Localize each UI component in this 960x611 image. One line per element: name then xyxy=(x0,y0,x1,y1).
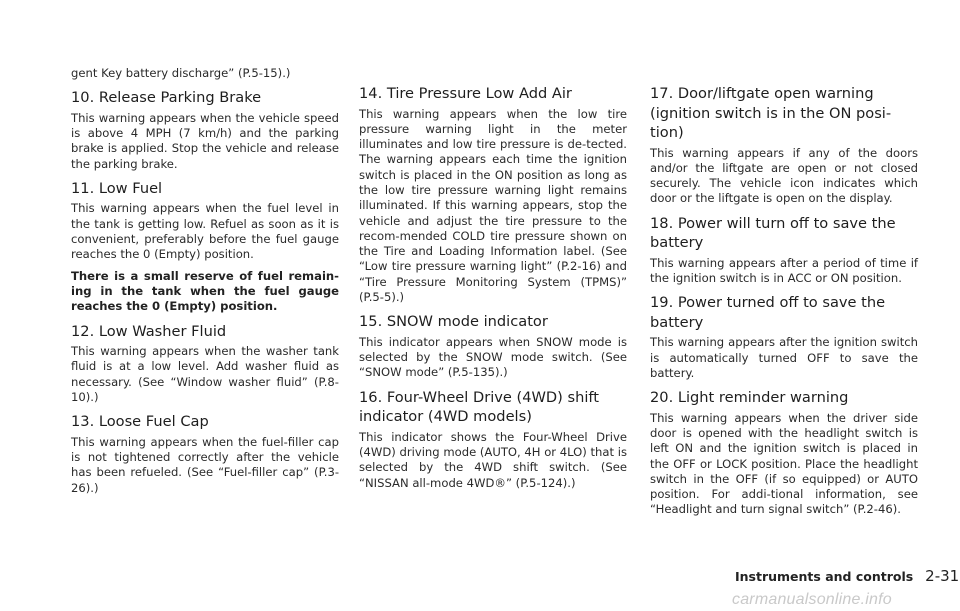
body-door-open: This warning appears if any of the doors and/or the liftgate are open or not closed securely. The vehicle icon indicates which door or the liftgate is open on the display. xyxy=(650,145,918,206)
heading-power-turned-off: 19. Power turned off to save the battery xyxy=(650,294,886,331)
body-tire-pressure: This warning appears when the low tire pressure warning light in the meter illuminates and low tire pressure is de-tected. The warning appears each time the ignition switch is placed in the ON position as long as the low tire pressure warning light remains illuminated. If this warning appears, stop the vehicle and adjust the tire pressure to the recom-mended COLD tire pressure shown on the Tire and Loading Information label. (See “Low tire pressure warning light” (P.2-16) and “Tire Pressure Monitoring System (TPMS)” (P.5-5).) xyxy=(359,106,627,305)
continued-text: gent Key battery discharge” (P.5-15).) xyxy=(71,66,291,80)
column-left xyxy=(71,66,339,502)
column-right xyxy=(650,84,918,524)
body-power-turned-off: This warning appears after the ignition switch is automatically turned OFF to save the battery. xyxy=(650,335,918,380)
heading-light-reminder: 20. Light reminder warning xyxy=(650,389,849,407)
page-number: 2-31 xyxy=(925,567,960,585)
body-loose-fuel-cap: This warning appears when the fuel-filler cap is not tightened correctly after the vehicle has been refueled. (See “Fuel-filler cap” (P.3-26).) xyxy=(71,434,339,495)
heading-power-will-turn-off: 18. Power will turn off to save the battery xyxy=(650,214,896,252)
heading-door-open: 17. Door/liftgate open warning (ignition switch is in the ON posi-tion) xyxy=(650,85,892,141)
watermark: carmanualsonline.info xyxy=(732,591,892,608)
note-low-fuel: There is a small reserve of fuel remain-ing in the tank when the fuel gauge reaches the 0 (Empty) position. xyxy=(71,268,339,314)
heading-low-fuel: 11. Low Fuel xyxy=(71,179,163,197)
body-low-washer-fluid: This warning appears when the washer tank fluid is at a low level. Add washer fluid as necessary. (See “Window washer fluid” (P.8-10).) xyxy=(71,344,339,404)
body-4wd-shift: This indicator shows the Four-Wheel Drive (4WD) driving mode (AUTO, 4H or 4LO) that is selected by the 4WD shift switch. (See “NISSAN all-mode 4WD®” (P.5-124).) xyxy=(359,429,627,490)
heading-snow-mode: 15. SNOW mode indicator xyxy=(359,313,548,331)
heading-tire-pressure: 14. Tire Pressure Low Add Air xyxy=(359,85,572,102)
body-low-fuel: This warning appears when the fuel level in the tank is getting low. Refuel as soon as it is convenient, preferably before the fuel gauge reaches the 0 (Empty) position. xyxy=(71,201,339,262)
page-footer xyxy=(735,567,959,585)
heading-loose-fuel-cap: 13. Loose Fuel Cap xyxy=(71,413,209,431)
column-middle xyxy=(359,84,627,497)
heading-release-parking-brake: 10. Release Parking Brake xyxy=(71,89,262,107)
heading-low-washer-fluid: 12. Low Washer Fluid xyxy=(71,322,227,340)
body-light-reminder: This warning appears when the driver side door is opened with the headlight switch is left ON and the ignition switch is placed in the OFF or LOCK position. Place the headlight switch in the OFF (if so equipped) or AUTO position. For addi-tional information, see “Headlight and turn signal switch” (P.2-46). xyxy=(650,410,918,517)
body-power-will-turn-off: This warning appears after a period of time if the ignition switch is in ACC or ON position. xyxy=(650,255,918,285)
heading-4wd-shift: 16. Four-Wheel Drive (4WD) shift indicator (4WD models) xyxy=(359,388,600,426)
footer-section: Instruments and controls xyxy=(735,569,914,584)
body-snow-mode: This indicator appears when SNOW mode is selected by the SNOW mode switch. (See “SNOW mode” (P.5-135).) xyxy=(359,334,627,380)
body-release-parking-brake: This warning appears when the vehicle speed is above 4 MPH (7 km/h) and the parking brake is applied. Stop the vehicle and release the parking brake. xyxy=(71,110,339,171)
